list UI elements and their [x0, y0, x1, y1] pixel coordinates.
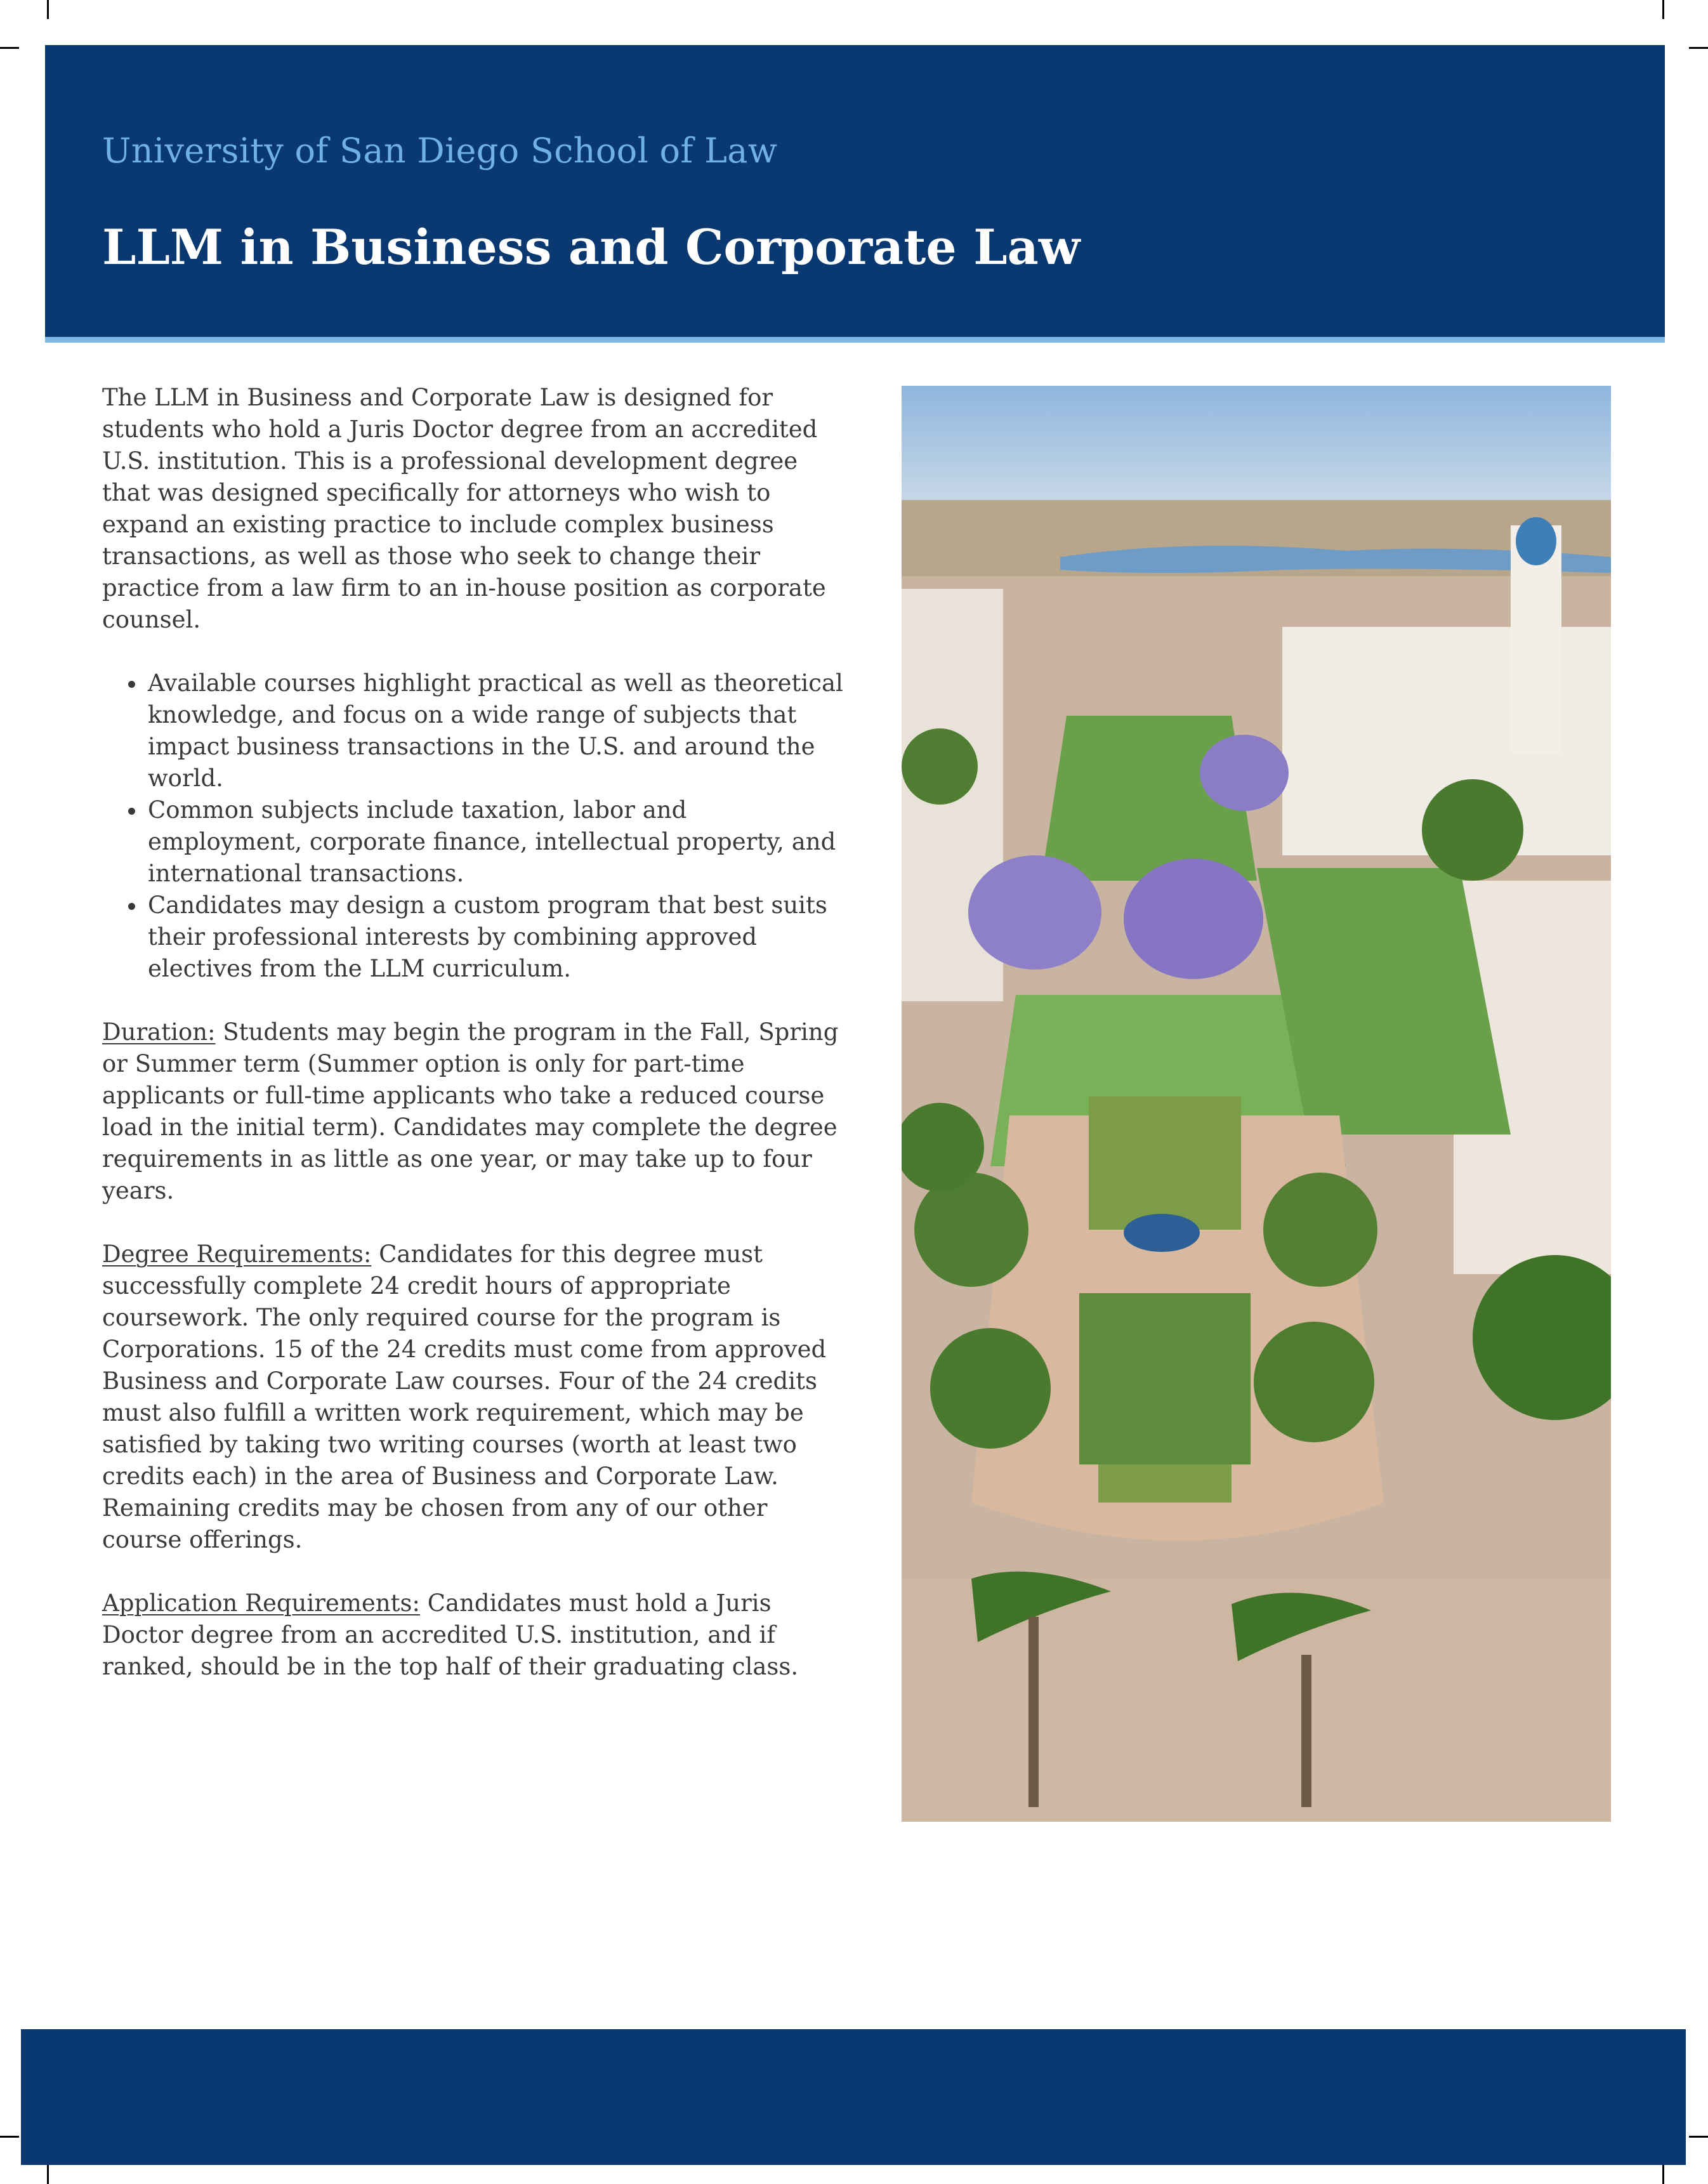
- header-banner: [45, 45, 1665, 338]
- degree-requirements-text: Candidates for this degree must successfully complete 24 credit hours of appropriate coursework. The only required course for the program is Corporations. 15 of the 24 credits must come from approved Business and Corporate Law courses. Four of the 24 credits must also fulfill a written work requirement, which may be satisfied by taking two writing courses (worth at least two credits each) in the area of Business and Corporate Law. Remaining credits may be chosen from any of our other course offerings.: [102, 1240, 827, 1553]
- footer-band: [21, 2029, 1686, 2165]
- application-requirements-label: Application Requirements:: [102, 1589, 420, 1617]
- list-item: • Common subjects include taxation, labor and employment, corporate finance, intellectual property, and international transactions.: [147, 794, 843, 890]
- crop-mark: [47, 0, 49, 19]
- duration-paragraph: [102, 1016, 843, 1207]
- list-item: • Available courses highlight practical as well as theoretical knowledge, and focus on a wide range of subjects that impact business transactions in the U.S. and around the world.: [147, 668, 843, 794]
- intro-paragraph: The LLM in Business and Corporate Law is designed for students who hold a Juris Doctor degree from an accredited U.S. institution. This is a professional development degree that was designed specifically for attorneys who wish to expand an existing practice to include complex business transactions, as well as those who seek to change their practice from a law firm to an in-house position as corporate counsel.: [102, 384, 826, 633]
- crop-mark: [1662, 2165, 1664, 2184]
- list-item: • Candidates may design a custom program that best suits their professional interests by combining approved electives from the LLM curriculum.: [147, 890, 843, 985]
- crop-mark: [47, 2165, 49, 2184]
- degree-requirements-label: Degree Requirements:: [102, 1240, 372, 1268]
- crop-mark: [0, 2136, 19, 2138]
- highlights-list: [102, 668, 843, 985]
- application-requirements-paragraph: [102, 1588, 843, 1683]
- crop-mark: [1689, 2136, 1708, 2138]
- duration-text: Students may begin the program in the Fall, Spring or Summer term (Summer option is only for part-time applicants or full-time applicants who take a reduced course load in the initial term). Candidates may complete the degree requirements in as little as one year, or may take up to four years.: [102, 1018, 839, 1204]
- duration-label: Duration:: [102, 1018, 216, 1046]
- crop-mark: [0, 47, 19, 49]
- application-requirements-text: Candidates must hold a Juris Doctor degree from an accredited U.S. institution, and if ranked, should be in the top half of their graduating class.: [102, 1589, 799, 1680]
- campus-photo-illustration: [902, 386, 1611, 1822]
- crop-mark: [1662, 0, 1664, 19]
- campus-aerial-photo: [902, 386, 1611, 1822]
- page-title: LLM in Business and Corporate Law: [102, 219, 1081, 275]
- school-name: University of San Diego School of Law: [102, 131, 778, 171]
- header-accent-rule: [45, 337, 1665, 343]
- crop-mark: [1689, 47, 1708, 49]
- degree-requirements-paragraph: [102, 1239, 843, 1556]
- body-text: [102, 382, 843, 1714]
